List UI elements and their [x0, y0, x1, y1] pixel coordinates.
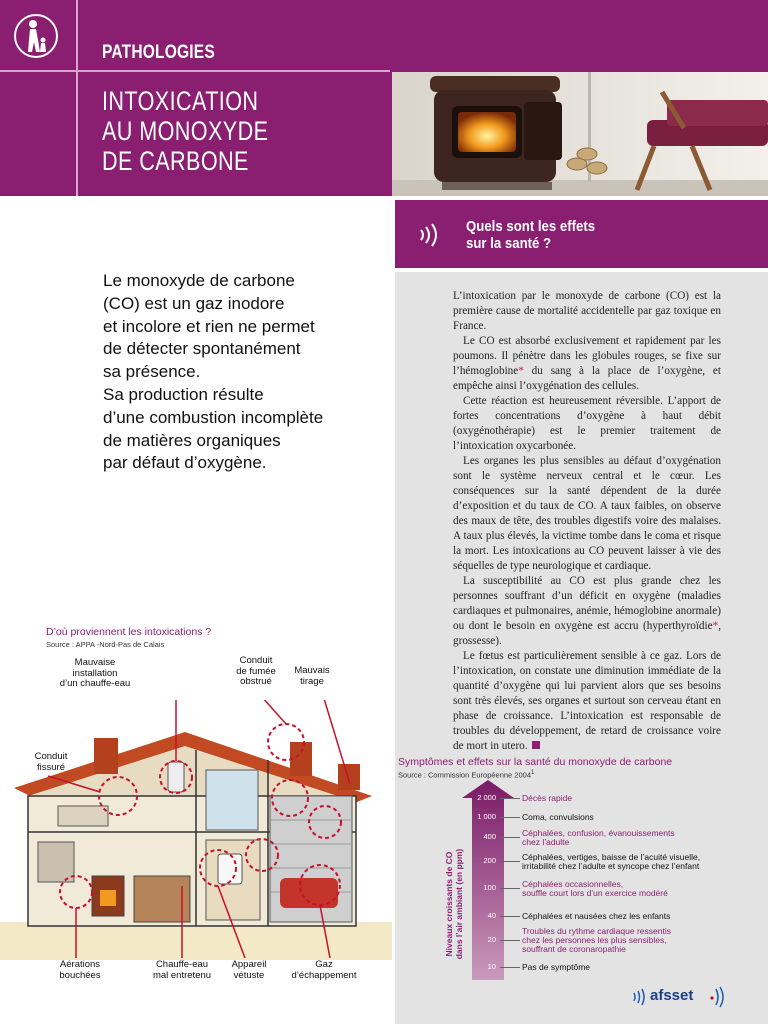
- paragraph-4: Les organes les plus sensibles au défaut d’oxygénation sont le système nerveux central et le cœur. Les conséquences sur la santé dépendent de la durée d’exposition et du taux de CO. A taux faibles, on observe des maux de tête, des troubles digestifs voire des malaises. A taux plus élevés, la victime tombe dans le coma et risque la mort. Les intoxications au CO peuvent laisser à vie des séquelles de type neurologique et cardiaque.: [453, 455, 721, 572]
- label-chauffe-eau-installation: Mauvaise installation d’un chauffe-eau: [59, 657, 131, 689]
- level-tick: 1 000: [477, 812, 496, 821]
- level-tick: 200: [483, 856, 496, 865]
- level-leader: [500, 940, 520, 941]
- level-tick: 10: [487, 962, 496, 971]
- section-label: PATHOLOGIES: [102, 42, 215, 63]
- level-description: Céphalées occasionnelles, souffle court lors d’un exercice modéré: [522, 878, 668, 898]
- level-description: Pas de symptôme: [522, 962, 591, 972]
- header-divider-vertical: [76, 0, 78, 196]
- label-conduit-fumee: Conduit de fumée obstrué: [236, 655, 276, 687]
- effects-heading: Quels sont les effets sur la santé ?: [466, 218, 596, 252]
- end-square-icon: [532, 741, 540, 749]
- level-description: Coma, convulsions: [522, 812, 594, 822]
- person-child-icon: [0, 0, 70, 70]
- label-mauvais-tirage: Mauvais tirage: [294, 665, 330, 687]
- level-leader: [500, 967, 520, 968]
- level-tick: 40: [487, 911, 496, 920]
- sound-waves-icon: [417, 222, 445, 253]
- intro-text: Le monoxyde de carbone (CO) est un gaz inodore et incolore et rien ne permet de détecter spontanément sa présence. Sa production résulte d’une combustion incomplète de matières organiques par défaut d’oxygène.: [103, 271, 324, 473]
- paragraph-1: L’intoxication par le monoxyde de carbone (CO) est la première cause de mortalité accidentelle par gaz toxique en France.: [453, 290, 721, 332]
- label-gaz: Gaz d’échappement: [291, 959, 357, 981]
- afsset-logo: [630, 984, 750, 1015]
- house-figure-title: D’où proviennent les intoxications ?: [46, 626, 212, 638]
- level-leader: [500, 798, 520, 799]
- symptoms-chart-source: Source : Commission Européenne 2004$^1$: [398, 770, 535, 780]
- level-description: Céphalées, confusion, évanouissements chez l’adulte: [522, 827, 675, 847]
- level-tick: 20: [487, 935, 496, 944]
- paragraph-6: Le fœtus est particulièrement sensible à ce gaz. Lors de l’intoxication, on constate une diminution immédiate de la quantité d’oxygène qui lui parvient alors que ses besoins sont très élevés, ses organes et surtout son cerveau étant en phase de croissance. L’intoxication est responsable de troubles du développement, de retard de croissance voire de mort in utero.: [453, 650, 721, 752]
- symptoms-chart-title: Symptômes et effets sur la santé du monoxyde de carbone: [398, 756, 673, 768]
- label-aerations: Aérations bouchées: [59, 959, 101, 981]
- level-tick: 400: [483, 832, 496, 841]
- header-divider-horizontal: [0, 70, 390, 72]
- level-description: Décès rapide: [522, 793, 573, 803]
- paragraph-5: La susceptibilité au CO est plus grande chez les personnes souffrant d’un déficit en oxygène (maladies cardiaques et pulmonaires, anémie, hémoglobine anormale) ou dont le besoin en oxygène est accru (hyperthyroïdie*, grossesse).: [453, 575, 721, 647]
- house-illustration: [0, 700, 392, 965]
- symptom-levels: [464, 790, 764, 980]
- stove-photo: [392, 72, 768, 196]
- level-leader: [500, 837, 520, 838]
- page-title-line-3: DE CARBONE: [102, 146, 249, 176]
- level-tick: 2 000: [477, 793, 496, 802]
- level-description: Céphalées, vertiges, baisse de l’acuité visuelle, irritabilité chez l’adulte et syncope chez l’enfant: [522, 851, 701, 871]
- logo-text: afsset: [650, 987, 694, 1004]
- level-description: Troubles du rythme cardiaque ressentis chez les personnes les plus sensibles, souffrant de coronaropathie: [522, 926, 671, 954]
- level-leader: [500, 861, 520, 862]
- paragraph-3: Cette réaction est heureusement réversible. L’apport de fortes concentrations d’oxygène à haut débit (oxygénothérapie) est le premier traitement de l’intoxication oxycarbonée.: [453, 395, 721, 452]
- level-tick: 100: [483, 883, 496, 892]
- article-body: [453, 289, 721, 754]
- label-chauffe-eau-entretien: Chauffe-eau mal entretenu: [152, 959, 212, 981]
- house-figure-source: Source : APPA -Nord-Pas de Calais: [46, 640, 165, 649]
- page-title-line-1: INTOXICATION: [102, 86, 259, 116]
- level-leader: [500, 888, 520, 889]
- paragraph-2: Le CO est absorbé exclusivement et rapidement par les poumons. Il pénètre dans les globules rouges, se fixe sur l’hémoglobine* du sang à la place de l’oxygène, et empêche ainsi l’oxygénation des cellules.: [453, 335, 721, 392]
- label-conduit-fissure: Conduit fissuré: [34, 751, 68, 773]
- level-description: Céphalées et nausées chez les enfants: [522, 911, 671, 921]
- page-title-line-2: AU MONOXYDE: [102, 116, 269, 146]
- axis-label: Niveaux croissants de CO dans l’air ambiant (en ppm): [444, 848, 464, 960]
- level-leader: [500, 916, 520, 917]
- label-appareil: Appareil vétuste: [231, 959, 267, 981]
- level-leader: [500, 817, 520, 818]
